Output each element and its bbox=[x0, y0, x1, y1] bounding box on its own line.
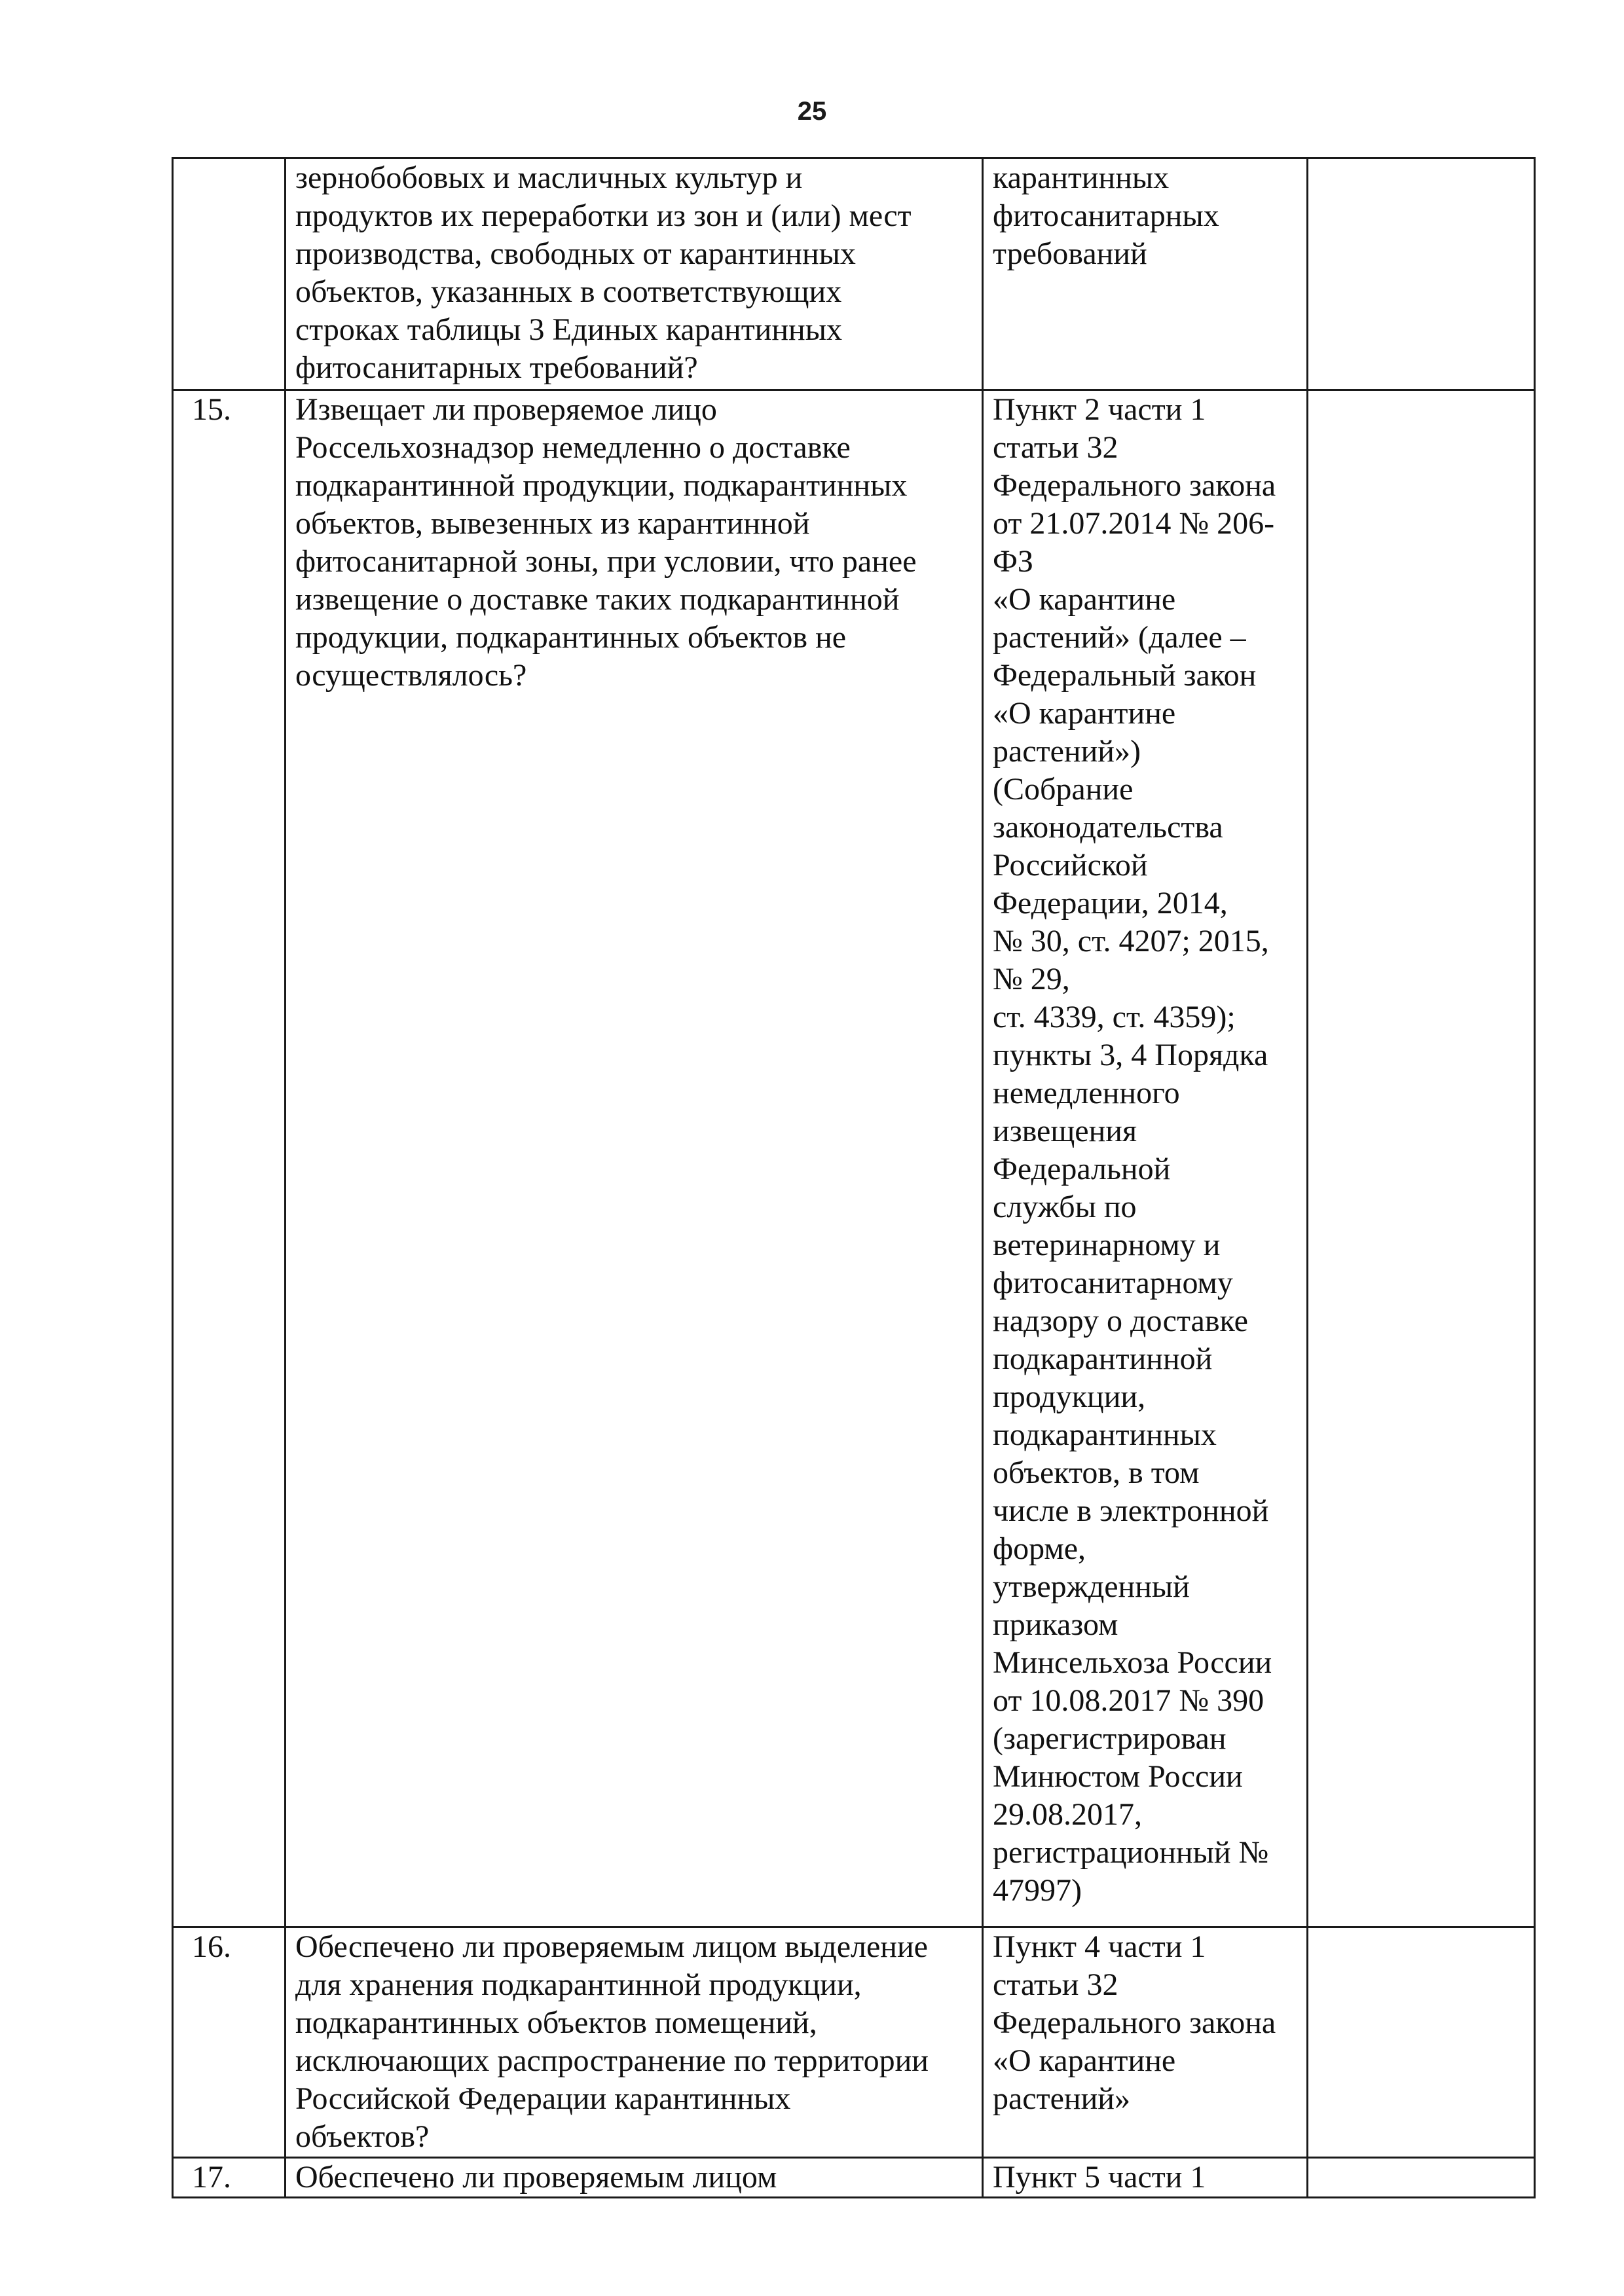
table-row bbox=[173, 158, 1535, 390]
legal-reference: Пункт 2 части 1 статьи 32 Федерального закона от 21.07.2014 № 206- ФЗ «О карантине растений» (далее – Федеральный закон «О карантине растений») (Собрание законодательства Российской Федерации, 2014, № 30, ст. 4207; 2015, № 29, ст. 4339, ст. 4359); пункты 3, 4 Порядка немедленного извещения Федеральной службы по ветеринарному и фитосанитарному надзору о доставке подкарантинной продукции, подкарантинных объектов, в том числе в электронной форме, утвержденный приказом Минсельхоза России от 10.08.2017 № 390 (зарегистрирован Минюстом России 29.08.2017, регистрационный № 47997) bbox=[983, 390, 1308, 1927]
question-text: Обеспечено ли проверяемым лицом выделение для хранения подкарантинной продукции, подкарантинных объектов помещений, исключающих распространение по территории Российской Федерации карантинных объектов? bbox=[286, 1927, 983, 2158]
question-text: Обеспечено ли проверяемым лицом bbox=[286, 2158, 983, 2198]
question-text: зернобобовых и масличных культур и продуктов их переработки из зон и (или) мест производства, свободных от карантинных объектов, указанных в соответствующих строках таблицы 3 Единых карантинных фитосанитарных требований? bbox=[286, 158, 983, 390]
note-cell bbox=[1308, 1927, 1535, 2158]
note-cell bbox=[1308, 158, 1535, 390]
table-row bbox=[173, 1927, 1535, 2158]
row-number: 16. bbox=[173, 1927, 286, 2158]
table-row bbox=[173, 2158, 1535, 2198]
note-cell bbox=[1308, 390, 1535, 1927]
checklist-table bbox=[172, 157, 1536, 2198]
table-row bbox=[173, 390, 1535, 1927]
note-cell bbox=[1308, 2158, 1535, 2198]
row-number bbox=[173, 158, 286, 390]
legal-reference: карантинных фитосанитарных требований bbox=[983, 158, 1308, 390]
row-number: 15. bbox=[173, 390, 286, 1927]
page-number: 25 bbox=[797, 97, 827, 126]
legal-reference: Пункт 4 части 1 статьи 32 Федерального закона «О карантине растений» bbox=[983, 1927, 1308, 2158]
question-text: Извещает ли проверяемое лицо Россельхознадзор немедленно о доставке подкарантинной продукции, подкарантинных объектов, вывезенных из карантинной фитосанитарной зоны, при условии, что ранее извещение о доставке таких подкарантинной продукции, подкарантинных объектов не осуществлялось? bbox=[286, 390, 983, 1927]
row-number: 17. bbox=[173, 2158, 286, 2198]
legal-reference: Пункт 5 части 1 bbox=[983, 2158, 1308, 2198]
